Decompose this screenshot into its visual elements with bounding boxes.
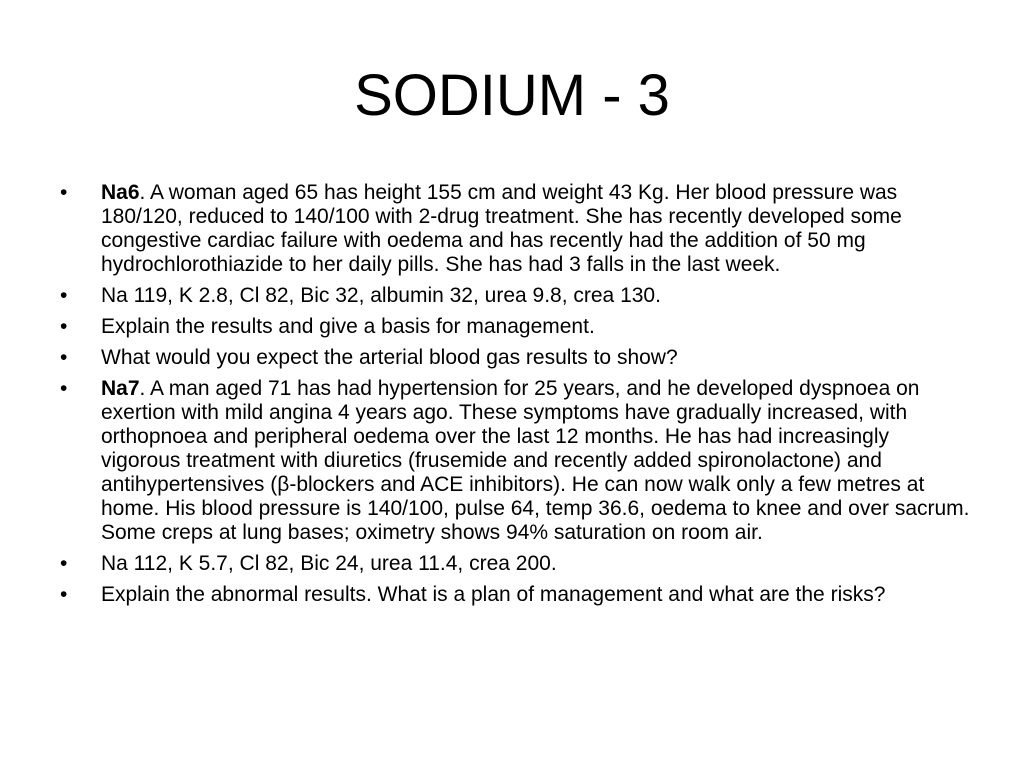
slide-title: SODIUM - 3 bbox=[354, 63, 670, 128]
bullet-item-na6-results bbox=[58, 284, 973, 308]
bullet-marker: • bbox=[60, 346, 68, 369]
bullet-item-na6-case bbox=[58, 181, 973, 277]
bullet-text: Explain the abnormal results. What is a plan of management and what are the risks? bbox=[101, 583, 886, 606]
bullet-item-na6-question-abg bbox=[58, 346, 973, 370]
bullet-text: Na 112, K 5.7, Cl 82, Bic 24, urea 11.4, crea 200. bbox=[101, 552, 557, 575]
bullet-text: . A woman aged 65 has height 155 cm and weight 43 Kg. Her blood pressure was 180/120, reduced to 140/100 with 2-drug treatment. She has recently developed some congestive cardiac failure with oedema and has recently had the addition of 50 mg hydrochlorothiazide to her daily pills. She has had 3 falls in the last week. bbox=[101, 181, 902, 276]
bullet-list bbox=[58, 181, 973, 614]
bullet-text: . A man aged 71 has had hypertension for 25 years, and he developed dyspnoea on exertion with mild angina 4 years ago. These symptoms have gradually increased, with orthopnoea and peripheral oedema over the last 12 months. He has had increasingly vigorous treatment with diuretics (frusemide and recently added spironolactone) and antihypertensives (β-blockers and ACE inhibitors). He can now walk only a few metres at home. His blood pressure is 140/100, pulse 64, temp 36.6, oedema to knee and over sacrum. Some creps at lung bases; oximetry shows 94% saturation on room air. bbox=[101, 377, 970, 544]
bullet-text: Na 119, K 2.8, Cl 82, Bic 32, albumin 32, urea 9.8, crea 130. bbox=[101, 284, 661, 307]
bullet-text: Explain the results and give a basis for management. bbox=[101, 315, 595, 338]
bullet-item-na7-results bbox=[58, 552, 973, 576]
case-label: Na7 bbox=[101, 377, 140, 400]
bullet-item-na7-question bbox=[58, 583, 973, 607]
bullet-marker: • bbox=[60, 583, 68, 606]
bullet-marker: • bbox=[60, 315, 68, 338]
bullet-item-na6-question-management bbox=[58, 315, 973, 339]
bullet-marker: • bbox=[60, 181, 68, 204]
bullet-marker: • bbox=[60, 284, 68, 307]
bullet-marker: • bbox=[60, 552, 68, 575]
bullet-text: What would you expect the arterial blood gas results to show? bbox=[101, 346, 678, 369]
bullet-item-na7-case bbox=[58, 377, 973, 545]
case-label: Na6 bbox=[101, 181, 140, 204]
bullet-marker: • bbox=[60, 377, 68, 400]
